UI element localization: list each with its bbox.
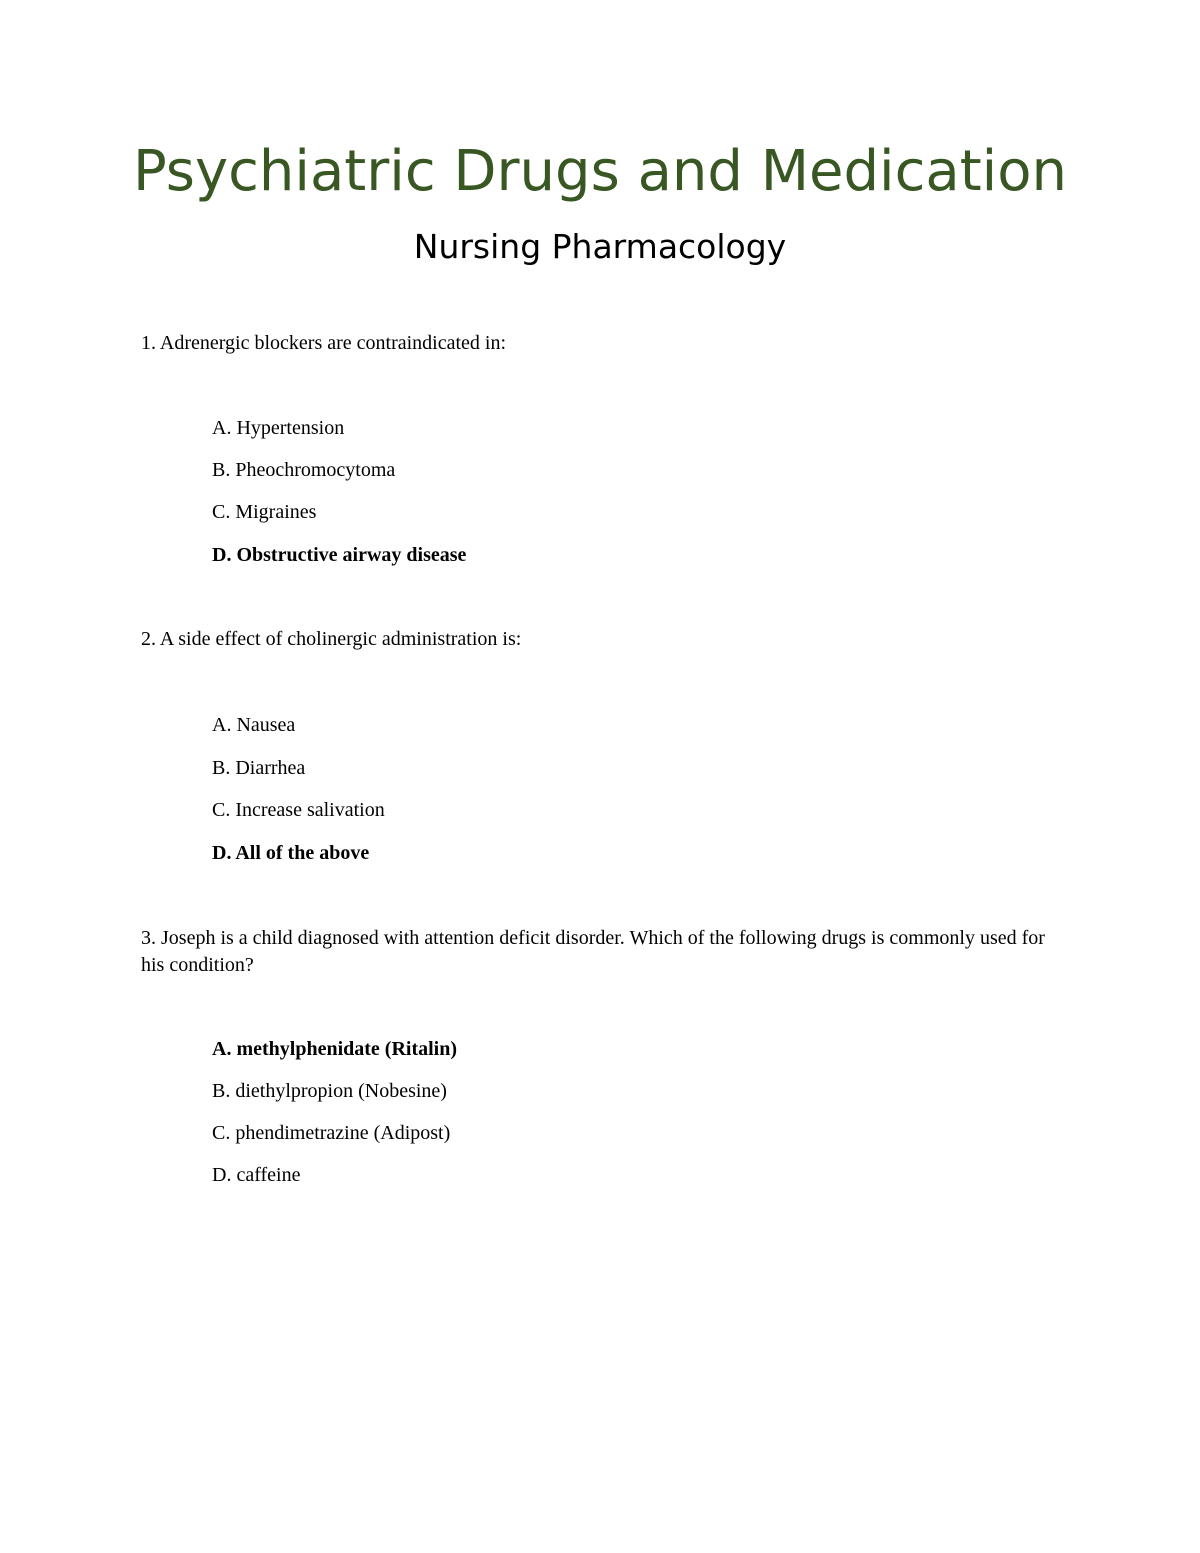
question-2-option-a: A. Nausea: [212, 714, 296, 736]
question-1: 1. Adrenergic blockers are contraindicated in:: [141, 332, 507, 354]
question-2: 2. A side effect of cholinergic administration is:: [141, 628, 522, 650]
question-2-option-c: C. Increase salivation: [212, 799, 385, 821]
question-3-option-b: B. diethylpropion (Nobesine): [212, 1080, 447, 1102]
question-3-option-a: A. methylphenidate (Ritalin): [212, 1038, 457, 1060]
question-2-option-d: D. All of the above: [212, 842, 370, 864]
question-3-option-d: D. caffeine: [212, 1164, 301, 1186]
question-1-option-d: D. Obstructive airway disease: [212, 544, 467, 566]
question-1-option-a: A. Hypertension: [212, 417, 345, 439]
document-subtitle: Nursing Pharmacology: [413, 227, 787, 266]
question-1-option-b: B. Pheochromocytoma: [212, 459, 396, 481]
question-3-option-c: C. phendimetrazine (Adipost): [212, 1122, 451, 1144]
document-title: Psychiatric Drugs and Medication: [133, 139, 1067, 204]
question-2-option-b: B. Diarrhea: [212, 757, 306, 779]
question-1-option-c: C. Migraines: [212, 501, 317, 523]
question-3: 3. Joseph is a child diagnosed with attention deficit disorder. Which of the following drugs is commonly used for his condition?: [141, 927, 1045, 976]
